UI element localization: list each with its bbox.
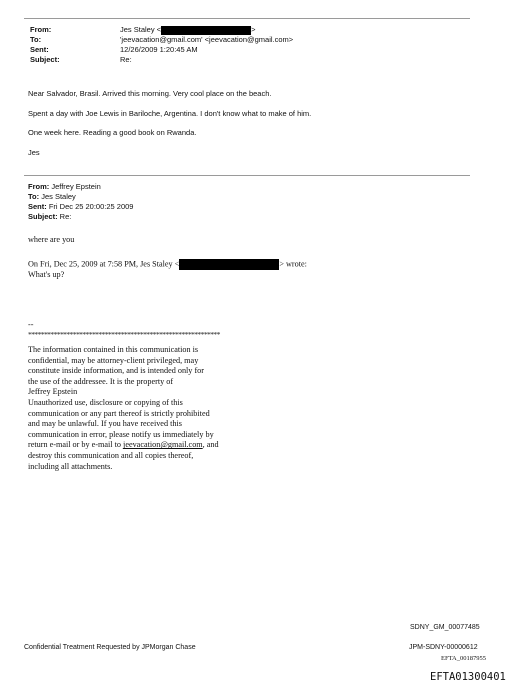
redaction-box	[179, 259, 279, 270]
message-text: where are you	[28, 235, 75, 244]
quote-header	[28, 259, 307, 270]
disclaimer-line: The information contained in this communication is	[28, 345, 199, 354]
sdny-gm-stamp: SDNY_GM_00077485	[410, 624, 480, 631]
quote-suffix: > wrote:	[279, 259, 307, 269]
disclaimer-line: destroy this communication and all copies thereof,	[28, 450, 194, 460]
body-line: Near Salvador, Brasil. Arrived this morning. Very cool place on the beach.	[28, 89, 272, 98]
sent-value: 12/26/2009 1:20:45 AM	[120, 45, 198, 54]
disclaimer-line	[28, 440, 219, 451]
from-label: From:	[28, 182, 50, 191]
disclaimer-line: Unauthorized use, disclosure or copying of this	[28, 397, 183, 407]
efta-bates-number: EFTA01300401	[430, 671, 506, 683]
to-label: To:	[30, 35, 42, 44]
disclaimer-line: communication or any part thereof is strictly prohibited	[28, 408, 210, 418]
subject-value: Re:	[120, 55, 132, 64]
from-line	[28, 182, 101, 191]
disclaimer-text: , and	[202, 440, 219, 450]
confidential-notice: Confidential Treatment Requested by JPMorgan Chase	[24, 644, 196, 651]
quote-prefix: On Fri, Dec 25, 2009 at 7:58 PM, Jes Staley <	[28, 259, 180, 269]
sent-label: Sent:	[30, 45, 49, 54]
to-value: Jes Staley	[39, 192, 76, 201]
quote-body: What's up?	[28, 270, 65, 279]
from-value	[120, 25, 255, 35]
signature: Jes	[28, 148, 40, 157]
to-value: 'jeevacation@gmail.com' <jeevacation@gmail.com>	[120, 35, 294, 44]
body-line: One week here. Reading a good book on Rwanda.	[28, 128, 197, 137]
sent-line	[28, 202, 133, 211]
jpm-bates-number: JPM-SDNY-00000612	[409, 644, 478, 651]
disclaimer-line: and may be unlawful. If you have received this	[28, 419, 182, 429]
disclaimer-text: return e-mail or by e-mail to	[28, 440, 124, 450]
to-label: To:	[28, 192, 40, 201]
message-divider	[24, 175, 470, 176]
signature-dashes: --	[28, 320, 34, 329]
disclaimer-line: the use of the addressee. It is the property of	[28, 376, 174, 386]
disclaimer-line: confidential, may be attorney-client privileged, may	[28, 355, 199, 365]
email-link[interactable]: jeevacation@gmail.com	[123, 440, 203, 450]
redaction-box	[161, 26, 251, 35]
efta-small-stamp: EFTA_00187955	[441, 655, 486, 662]
disclaimer-line: communication in error, please notify us immediately by	[28, 429, 214, 439]
from-label: From:	[30, 25, 52, 34]
subject-value: Re:	[57, 212, 72, 221]
from-close: >	[251, 25, 256, 34]
body-line: Spent a day with Joe Lewis in Bariloche, Argentina. I don't know what to make of him.	[28, 109, 312, 118]
subject-label: Subject:	[28, 212, 58, 221]
disclaimer-line: Jeffrey Epstein	[28, 387, 78, 397]
to-line	[28, 192, 76, 201]
sent-value: Fri Dec 25 20:00:25 2009	[46, 202, 134, 211]
disclaimer	[28, 345, 219, 472]
top-divider	[24, 18, 470, 19]
disclaimer-line: including all attachments.	[28, 461, 113, 471]
from-name: Jes Staley <	[120, 25, 162, 34]
disclaimer-line: constitute inside information, and is intended only for	[28, 366, 204, 376]
subject-label: Subject:	[30, 55, 60, 64]
sent-label: Sent:	[28, 202, 47, 211]
asterisk-line: ************************************************************	[28, 330, 220, 339]
from-value: Jeffrey Epstein	[49, 182, 101, 191]
subject-line	[28, 212, 71, 221]
